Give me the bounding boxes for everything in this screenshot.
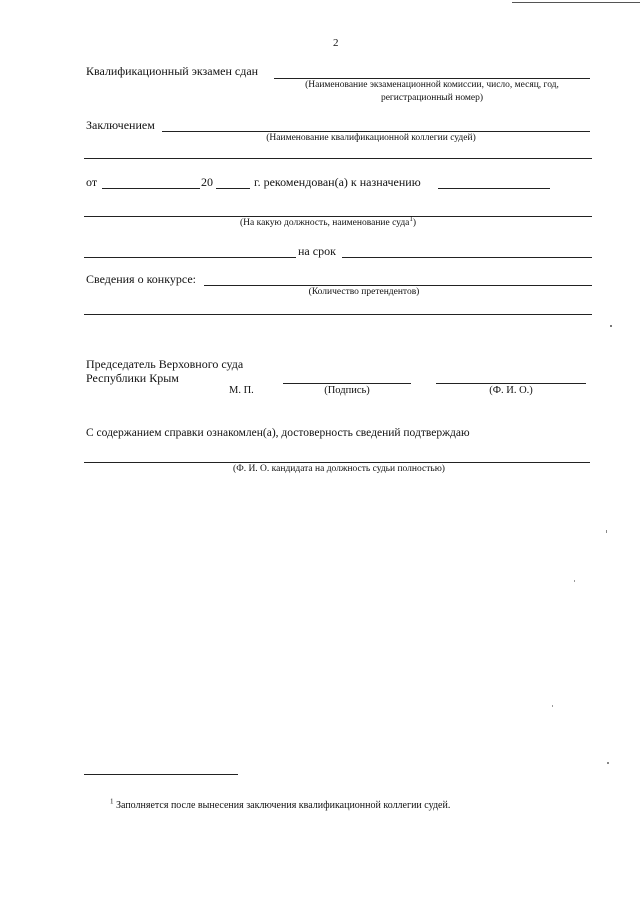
position-caption: (На какую должность, наименование суда$^1$) xyxy=(240,214,417,228)
signature-line[interactable] xyxy=(283,383,411,384)
footnote-mark: 1 xyxy=(110,797,114,806)
contest-field-line[interactable] xyxy=(204,285,592,286)
candidate-name-caption: (Ф. И. О. кандидата на должность судьи полностью) xyxy=(233,464,445,474)
exam-label: Квалификационный экзамен сдан xyxy=(86,64,259,78)
conclusion-field-line[interactable] xyxy=(162,131,590,132)
year-prefix: 20 xyxy=(201,175,213,189)
exam-caption-line1: (Наименование экзаменационной комиссии, число, месяц, год, xyxy=(305,80,559,90)
exam-field-line[interactable] xyxy=(274,78,590,79)
footnote xyxy=(110,797,451,811)
chairman-line2: Республики Крым xyxy=(86,371,179,385)
contest-extra-line[interactable] xyxy=(84,314,592,315)
scan-speck xyxy=(610,325,612,327)
footnote-separator xyxy=(84,774,238,775)
position-field-line[interactable] xyxy=(84,216,592,217)
scan-speck xyxy=(607,762,609,764)
chairman-name-caption: (Ф. И. О.) xyxy=(489,385,533,396)
appointment-field-line[interactable] xyxy=(438,188,550,189)
conclusion-caption: (Наименование квалификационной коллегии судей) xyxy=(266,133,476,143)
exam-caption-line2: регистрационный номер) xyxy=(380,93,484,103)
page-number: 2 xyxy=(333,37,339,49)
recommendation-text: г. рекомендован(а) к назначению xyxy=(254,175,421,189)
term-label: на срок xyxy=(298,244,336,258)
term-field-line[interactable] xyxy=(342,257,592,258)
contest-label: Сведения о конкурсе: xyxy=(86,272,196,286)
chairman-line1: Председатель Верховного суда xyxy=(86,357,244,371)
conclusion-extra-line[interactable] xyxy=(84,158,592,159)
scan-speck xyxy=(552,705,553,707)
scan-edge-line xyxy=(512,2,640,3)
candidate-name-line[interactable] xyxy=(84,462,590,463)
acknowledgement-text: С содержанием справки ознакомлен(а), достоверность сведений подтверждаю xyxy=(86,427,470,439)
contest-caption: (Количество претендентов) xyxy=(308,287,420,297)
footnote-text: Заполняется после вынесения заключения квалификационной коллегии судей. xyxy=(116,800,451,811)
year-field-line[interactable] xyxy=(216,188,250,189)
position-footnote-mark: 1 xyxy=(409,214,413,223)
term-prefix-line[interactable] xyxy=(84,257,296,258)
stamp-label: М. П. xyxy=(229,385,254,396)
from-label: от xyxy=(86,175,98,189)
scan-speck xyxy=(574,580,575,582)
scan-speck xyxy=(606,530,607,533)
signature-caption: (Подпись) xyxy=(324,385,370,396)
date-field-line[interactable] xyxy=(102,188,200,189)
chairman-name-line[interactable] xyxy=(436,383,586,384)
conclusion-label: Заключением xyxy=(86,118,155,132)
